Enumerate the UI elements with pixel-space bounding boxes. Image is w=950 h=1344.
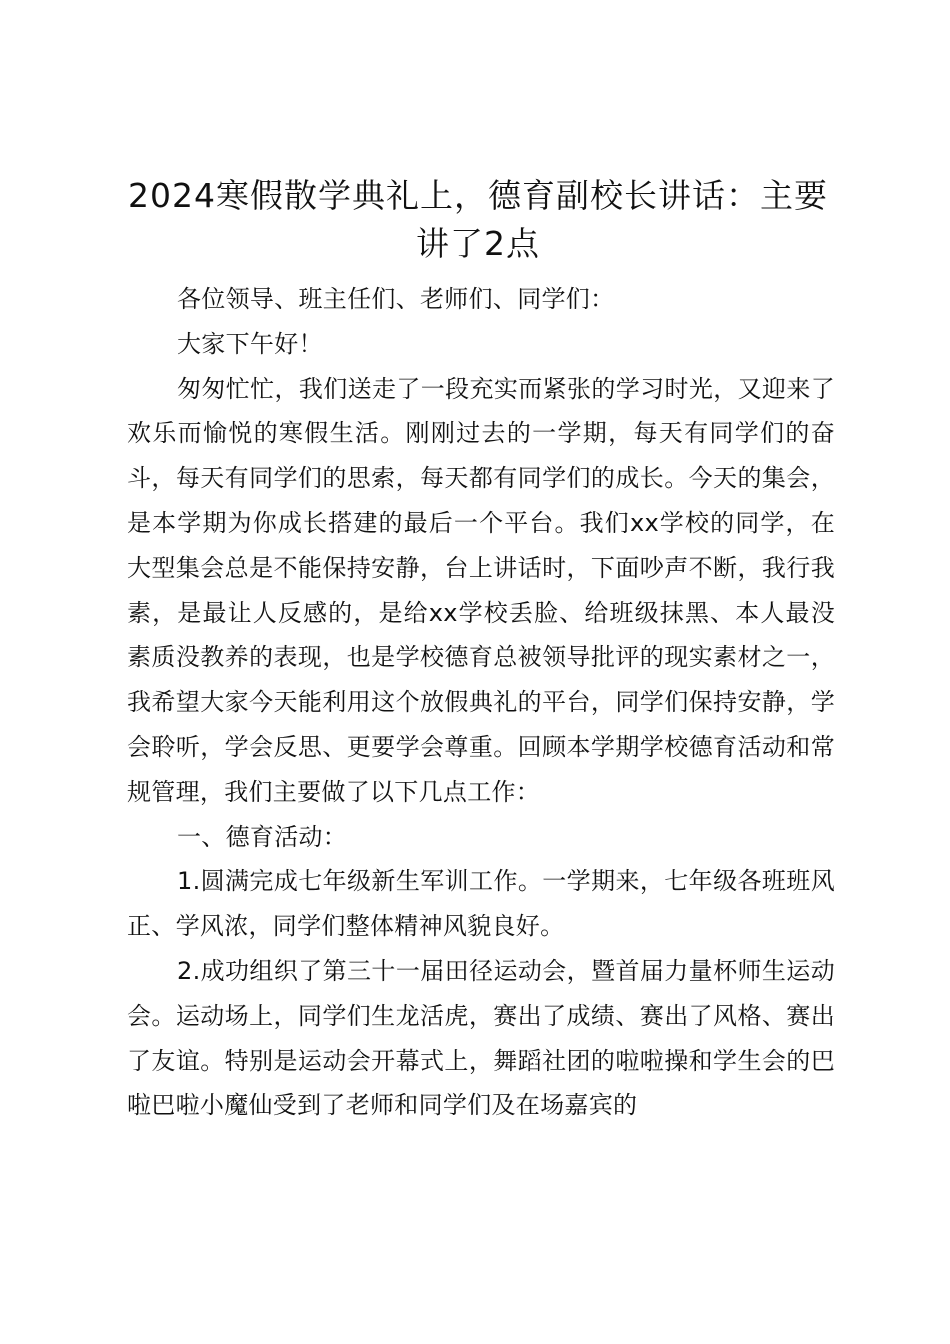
item-1-paragraph: 1.圆满完成七年级新生军训工作。一学期来，七年级各班班风正、学风浓，同学们整体精神风貌良好。: [127, 867, 835, 941]
greeting-paragraph: 大家下午好！: [177, 329, 323, 358]
item-2-paragraph: 2.成功组织了第三十一届田径运动会，暨首届力量杯师生运动会。运动场上，同学们生龙活虎，赛出了成绩、赛出了风格、赛出了友谊。特别是运动会开幕式上，舞蹈社团的啦啦操和学生会的巴啦巴啦小魔仙受到了老师和同学们及在场嘉宾的: [127, 956, 835, 1120]
document-title: 2024寒假散学典礼上，德育副校长讲话：主要讲了2点: [128, 176, 828, 263]
intro-paragraph: 匆匆忙忙，我们送走了一段充实而紧张的学习时光，又迎来了欢乐而愉悦的寒假生活。刚刚过去的一学期，每天有同学们的奋斗，每天有同学们的思索，每天都有同学们的成长。今天的集会，是本学期为你成长搭建的最后一个平台。我们xx学校的同学，在大型集会总是不能保持安静，台上讲话时，下面吵声不断，我行我素，是最让人反感的，是给xx学校丢脸、给班级抹黑、本人最没素质没教养的表现，也是学校德育总被领导批评的现实素材之一，我希望大家今天能利用这个放假典礼的平台，同学们保持安静，学会聆听，学会反思、更要学会尊重。回顾本学期学校德育活动和常规管理，我们主要做了以下几点工作：: [127, 374, 835, 806]
document-body: [127, 277, 835, 1128]
salutation-paragraph: 各位领导、班主任们、老师们、同学们：: [177, 285, 615, 313]
section-heading: 一、德育活动：: [177, 822, 348, 851]
